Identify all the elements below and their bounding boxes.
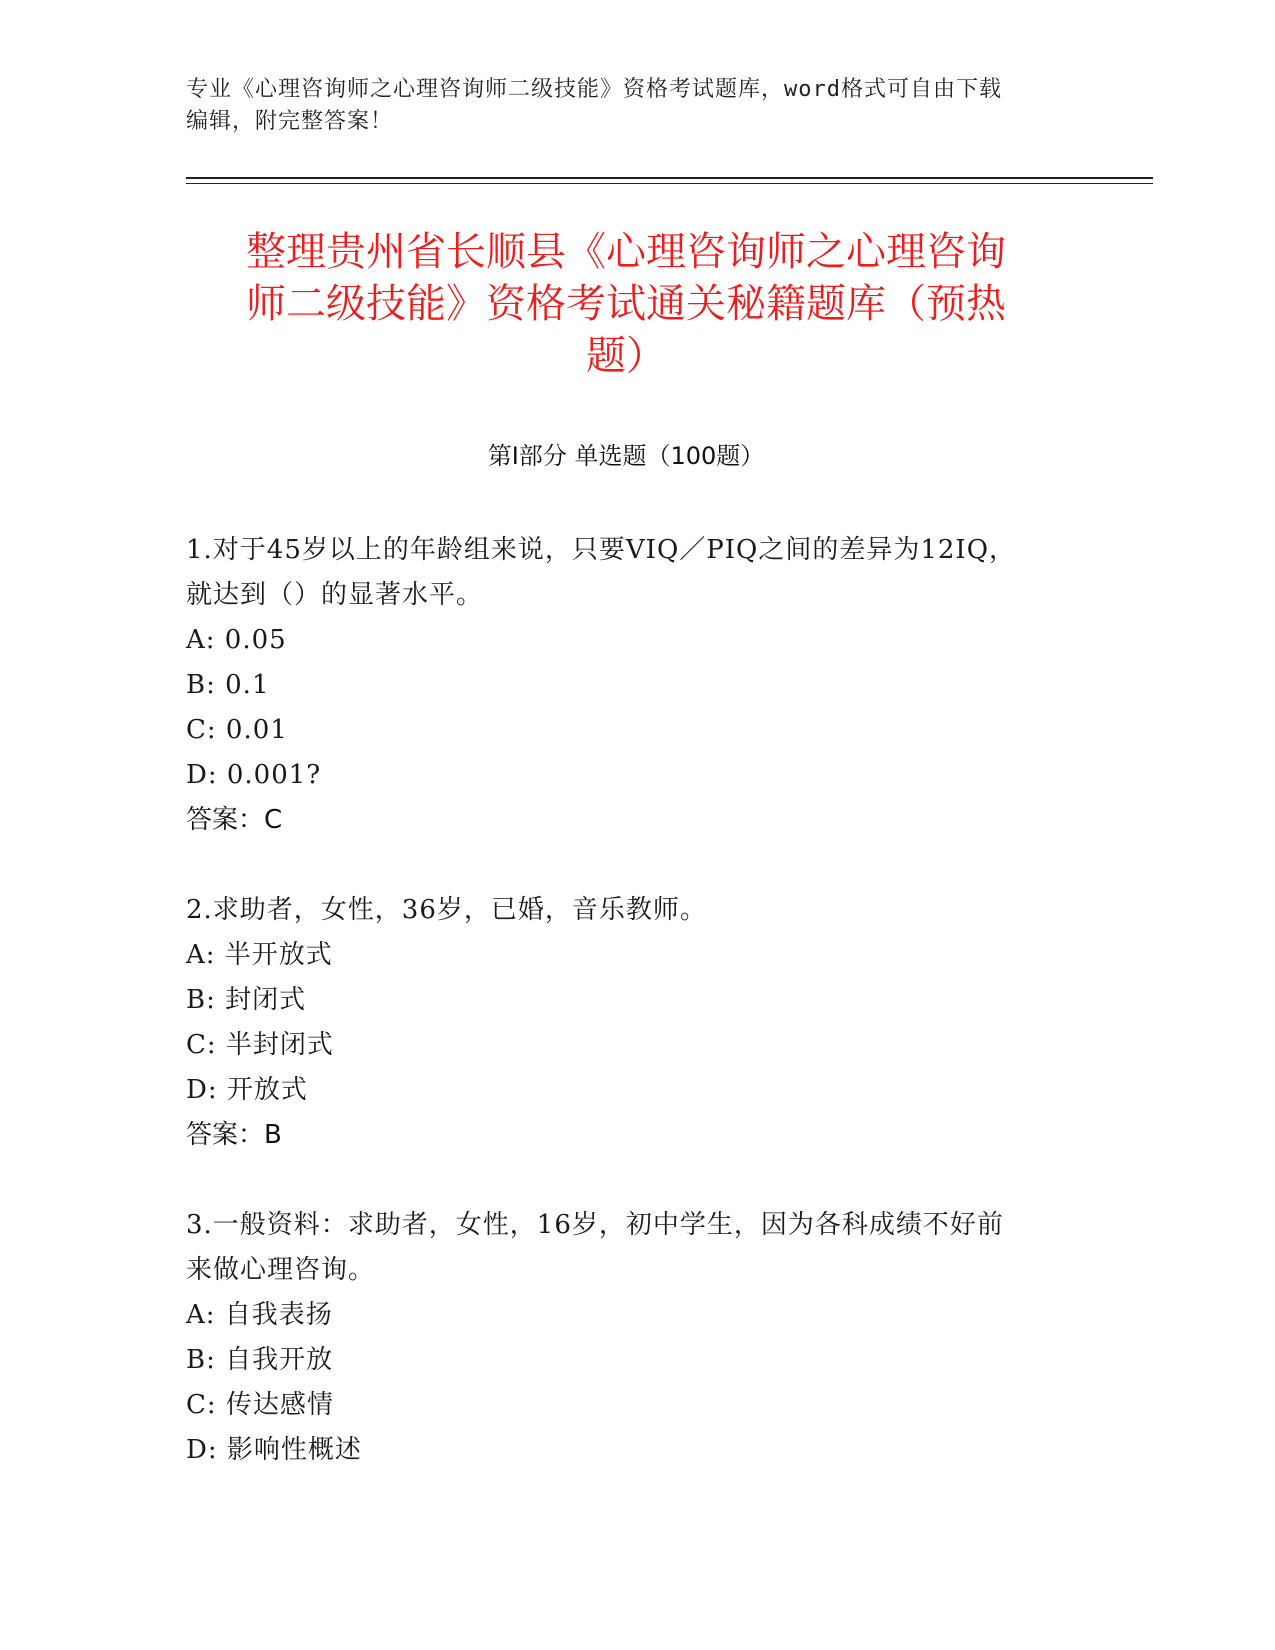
option-a: A: 0.05 [186, 625, 287, 655]
document-title-line-2: 师二级技能》资格考试通关秘籍题库（预热 [246, 281, 1006, 327]
option-a: A: 半开放式 [186, 940, 333, 970]
question-text-line-2: 就达到（）的显著水平。 [186, 580, 484, 610]
option-a: A: 自我表扬 [186, 1300, 333, 1330]
header-note-line-2: 编辑，附完整答案！ [186, 109, 394, 134]
header-note [186, 74, 1086, 138]
document-title-line-1: 整理贵州省长顺县《心理咨询师之心理咨询 [246, 229, 1006, 275]
option-d: D: 影响性概述 [186, 1435, 362, 1465]
question-text-line-1: 2.求助者，女性，36岁，已婚，音乐教师。 [186, 895, 707, 925]
question-text-line-2: 来做心理咨询。 [186, 1255, 376, 1285]
option-c: C: 0.01 [186, 715, 288, 745]
question-text-line-1: 1.对于45岁以上的年龄组来说，只要VIQ／PIQ之间的差异为12IQ， [186, 535, 1017, 565]
option-d: D: 开放式 [186, 1075, 308, 1105]
document-title [186, 226, 1066, 382]
option-d: D: 0.001? [186, 760, 322, 790]
question-text-line-1: 3.一般资料：求助者，女性，16岁，初中学生，因为各科成绩不好前 [186, 1210, 1004, 1240]
section-title: 第Ⅰ部分 单选题（100题） [487, 442, 765, 470]
answer: 答案：C [186, 805, 283, 835]
header-divider-thick [186, 177, 1153, 179]
option-b: B: 0.1 [186, 670, 270, 700]
option-c: C: 传达感情 [186, 1390, 334, 1420]
question-list [186, 528, 1066, 1518]
question-2 [186, 888, 1066, 1158]
document-title-line-3: 题） [586, 333, 666, 379]
header-divider-thin [186, 183, 1153, 184]
option-b: B: 封闭式 [186, 985, 307, 1015]
option-c: C: 半封闭式 [186, 1030, 334, 1060]
question-3 [186, 1203, 1066, 1473]
option-b: B: 自我开放 [186, 1345, 334, 1375]
answer: 答案：B [186, 1120, 282, 1150]
question-1 [186, 528, 1066, 843]
header-note-line-1: 专业《心理咨询师之心理咨询师二级技能》资格考试题库，word格式可自由下载 [186, 77, 1002, 102]
